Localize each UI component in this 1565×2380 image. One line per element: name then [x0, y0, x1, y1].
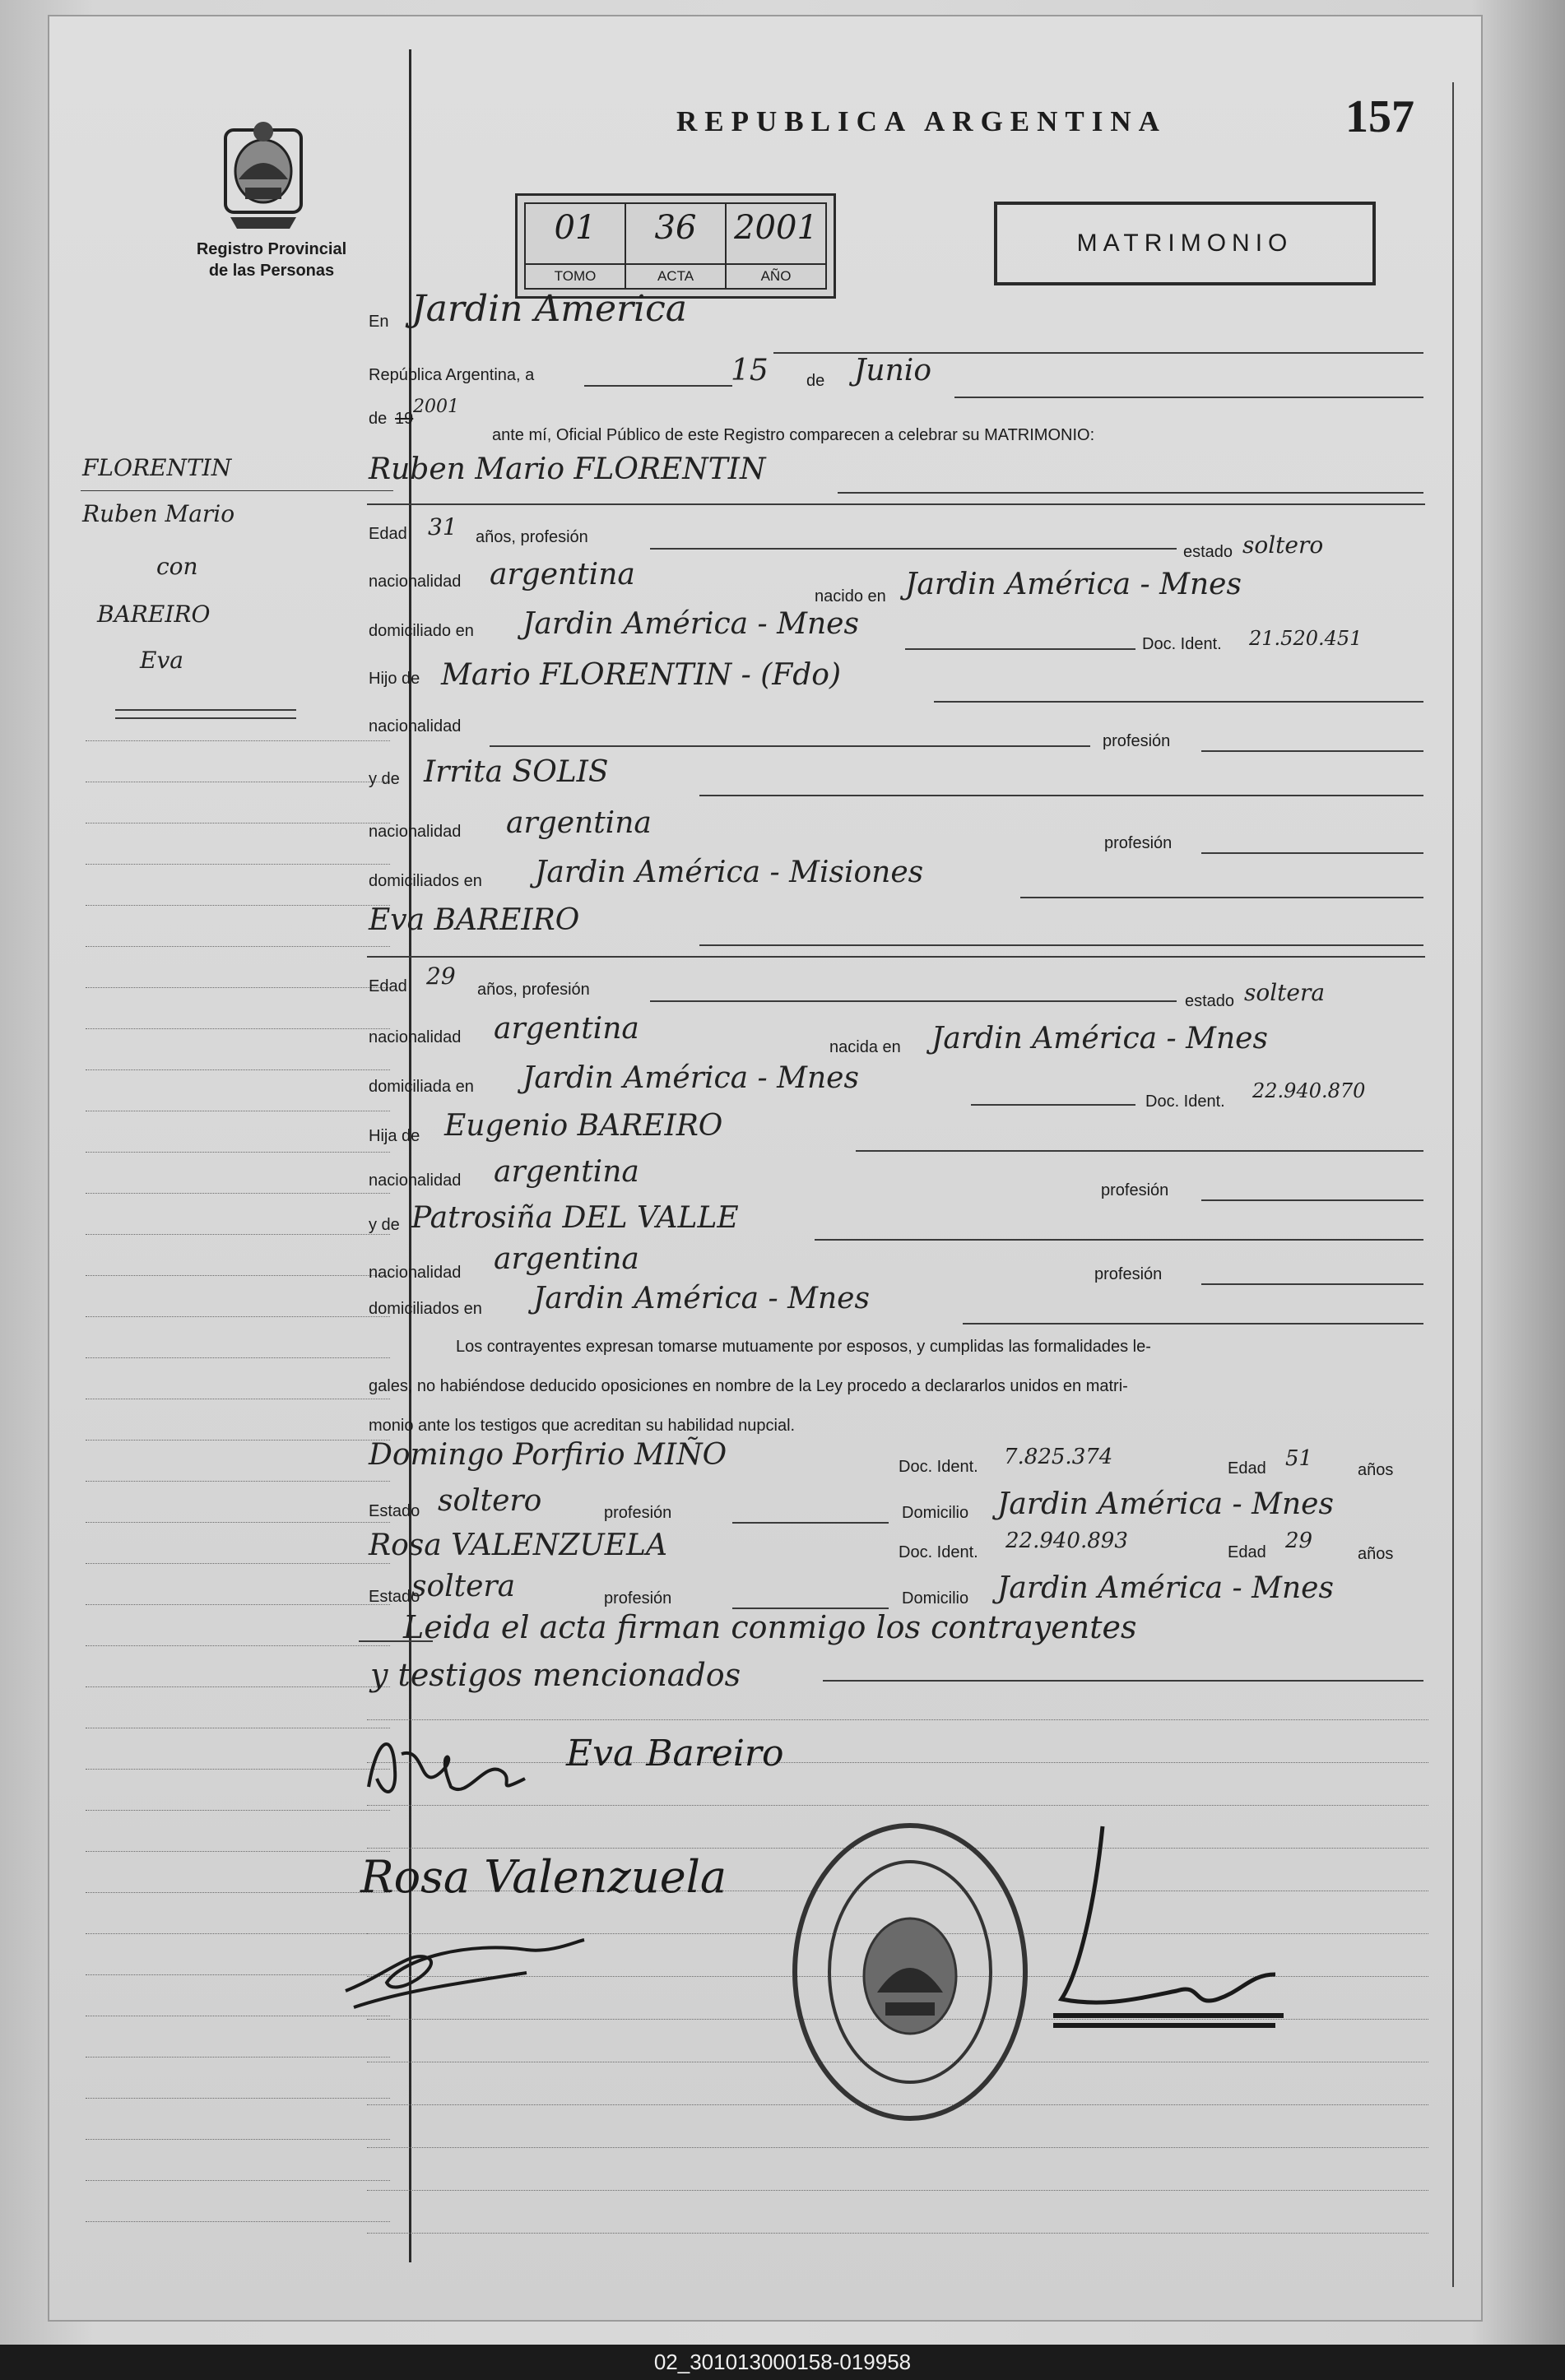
closing-line [823, 1680, 1423, 1682]
groom-father-line [934, 701, 1423, 703]
margin-ruled-line [86, 1028, 390, 1029]
margin-note-bride-given: Eva [140, 647, 183, 674]
groom-mother: Irrita SOLIS [424, 755, 609, 789]
margin-note-con: con [156, 553, 198, 580]
margin-ruled-line [86, 1440, 390, 1441]
groom-father-prof-line [1201, 750, 1423, 752]
groom-nacido-label: nacido en [815, 587, 886, 605]
witness2-estado: soltera [411, 1570, 516, 1603]
registry-stamp-seal [788, 1820, 1032, 2124]
witness1-age: 51 [1285, 1446, 1313, 1471]
witness1-estado-label: Estado [369, 1502, 420, 1520]
witness2-estado-label: Estado [369, 1588, 420, 1606]
bride-name-line [699, 944, 1423, 946]
witness1-doc: 7.825.374 [1004, 1445, 1113, 1469]
official-signature [1004, 1810, 1333, 2057]
register-page [49, 16, 1481, 2320]
tomo-cell [526, 204, 626, 288]
margin-ruled-line [86, 987, 390, 988]
margin-ruled-line [86, 905, 390, 906]
groom-father-prof-label: profesión [1103, 732, 1171, 750]
bride-doc-label: Doc. Ident. [1145, 1093, 1225, 1111]
groom-parents-dom: Jardin América - Misiones [535, 856, 924, 889]
republica-label: República Argentina, a [369, 366, 535, 384]
witness1-doc-label: Doc. Ident. [899, 1458, 978, 1476]
bride-nac: argentina [494, 1012, 639, 1046]
witness1-dom-label: Domicilio [902, 1504, 969, 1522]
registry-name-line2: de las Personas [208, 262, 335, 280]
groom-hijo-label: Hijo de [369, 670, 420, 688]
witness1-estado: soltero [438, 1484, 542, 1518]
margin-ruled-line [86, 2098, 390, 2099]
bride-profesion-line [650, 1000, 1177, 1002]
margin-note-given: Ruben Mario [82, 500, 235, 527]
body-ruled-line [367, 2233, 1428, 2234]
bride-yde-label: y de [369, 1216, 400, 1234]
groom-father-nac-line [490, 745, 1090, 747]
bride-father-nac: argentina [494, 1155, 639, 1189]
bride-mother-prof-label: profesión [1094, 1265, 1163, 1283]
groom-mother-line [699, 795, 1423, 796]
groom-birthplace: Jardin América - Mnes [905, 568, 1242, 601]
witness2-dom-label: Domicilio [902, 1589, 969, 1608]
groom-estado-label: estado [1183, 543, 1233, 561]
bride-birthplace: Jardin América - Mnes [931, 1022, 1268, 1055]
witness2-age: 29 [1285, 1529, 1313, 1553]
margin-ruled-line [86, 1316, 390, 1317]
witness2-doc: 22.940.893 [1005, 1529, 1128, 1553]
groom-nac-label: nacionalidad [369, 573, 462, 591]
declaration-line1: Los contrayentes expresan tomarse mutuamente por esposos, y cumplidas las formalidades le- [456, 1338, 1151, 1356]
margin-ruled-line [86, 740, 390, 741]
margin-ruled-line [86, 1563, 390, 1564]
groom-dom: Jardin América - Mnes [522, 607, 859, 641]
folio-number: 157 [1345, 91, 1414, 142]
tomo-value: 01 [554, 209, 597, 247]
witness1-name: Domingo Porfirio MIÑO [369, 1438, 727, 1472]
groom-father-nac-label: nacionalidad [369, 717, 462, 735]
witness2-anos: años [1358, 1545, 1394, 1563]
bride-age: 29 [426, 963, 456, 990]
tomo-label: TOMO [526, 263, 625, 288]
provincial-coat-of-arms [214, 114, 313, 237]
margin-ruled-line [86, 1152, 390, 1153]
witness2-edad-label: Edad [1228, 1543, 1266, 1561]
witness1-dom: Jardin América - Mnes [997, 1487, 1334, 1521]
bride-mother-nac-label: nacionalidad [369, 1264, 462, 1282]
margin-ruled-line [86, 946, 390, 947]
groom-name-rule [367, 503, 1425, 505]
margin-ruled-line [86, 1234, 390, 1235]
witness1-edad-label: Edad [1228, 1459, 1266, 1478]
declaration-line3: monio ante los testigos que acreditan su habilidad nupcial. [369, 1417, 796, 1435]
groom-mother-nac-label: nacionalidad [369, 823, 462, 841]
margin-ruled-line [86, 1851, 390, 1852]
intro-text: ante mí, Oficial Público de este Registro comparecen a celebrar su MATRIMONIO: [492, 426, 1095, 444]
groom-mother-prof-label: profesión [1104, 834, 1173, 852]
year-prefix: de [369, 410, 388, 428]
groom-nac: argentina [490, 558, 635, 592]
bride-anos-label: años, profesión [477, 981, 590, 999]
bride-dom-line [971, 1104, 1135, 1106]
margin-note-bride-surname: BAREIRO [97, 601, 211, 628]
month-de-label: de [806, 372, 825, 390]
bride-signature: Eva Bareiro [566, 1733, 784, 1775]
witness2-dom: Jardin América - Mnes [997, 1571, 1334, 1605]
bride-dom: Jardin América - Mnes [522, 1061, 859, 1095]
bride-parents-dom: Jardin América - Mnes [533, 1282, 870, 1315]
bride-name-rule [367, 956, 1425, 958]
ano-cell [727, 204, 825, 288]
margin-ruled-line [86, 2139, 390, 2140]
margin-ruled-line [86, 2180, 390, 2181]
margin-ruled-line [86, 1481, 390, 1482]
margin-ruled-line [86, 1892, 390, 1893]
bride-name: Eva BAREIRO [369, 903, 580, 937]
bride-hija-label: Hija de [369, 1127, 420, 1145]
record-type-box: MATRIMONIO [994, 202, 1376, 285]
bride-mother-line [815, 1239, 1423, 1241]
margin-ruled-line [86, 1604, 390, 1605]
body-ruled-line [367, 2147, 1428, 2148]
witness2-prof-label: profesión [604, 1589, 672, 1608]
bride-nac-label: nacionalidad [369, 1028, 462, 1046]
witness1-anos: años [1358, 1461, 1394, 1479]
bride-father-nac-label: nacionalidad [369, 1171, 462, 1190]
groom-parents-dom-line [1020, 897, 1423, 898]
groom-parents-dom-label: domiciliados en [369, 872, 482, 890]
day-line [584, 385, 732, 387]
witness2-name: Rosa VALENZUELA [369, 1529, 667, 1562]
bride-estado-label: estado [1185, 992, 1235, 1010]
bride-father: Eugenio BAREIRO [444, 1109, 723, 1143]
body-ruled-line [367, 2190, 1428, 2191]
right-rule [1452, 82, 1454, 2287]
bride-parents-dom-line [963, 1323, 1423, 1325]
groom-estado: soltero [1242, 531, 1324, 559]
groom-mother-nac: argentina [506, 806, 652, 840]
margin-ruled-line [86, 864, 390, 865]
place-value: Jardin America [411, 288, 687, 330]
margin-ruled-line [86, 1069, 390, 1070]
margin-note-underline [115, 709, 296, 711]
ano-label: AÑO [727, 263, 825, 288]
bride-father-prof-line [1201, 1199, 1423, 1201]
ano-value: 2001 [734, 209, 818, 247]
witness1-signature [337, 1925, 592, 2016]
record-number-box [515, 193, 836, 299]
closing-line1: Leida el acta firman conmigo los contrayentes [403, 1609, 1137, 1645]
groom-edad-label: Edad [369, 525, 407, 543]
bride-mother-nac: argentina [494, 1242, 639, 1276]
day-value: 15 [731, 354, 769, 387]
margin-ruled-line [86, 2221, 390, 2222]
witness2-doc-label: Doc. Ident. [899, 1543, 978, 1561]
groom-profesion-line [650, 548, 1177, 550]
bride-doc: 22.940.870 [1252, 1079, 1366, 1102]
groom-doc-label: Doc. Ident. [1142, 635, 1222, 653]
bride-parents-dom-label: domiciliados en [369, 1300, 482, 1318]
bride-father-prof-label: profesión [1101, 1181, 1169, 1199]
groom-doc: 21.520.451 [1249, 627, 1363, 650]
bride-edad-label: Edad [369, 977, 407, 995]
margin-note-rule [81, 490, 393, 491]
acta-label: ACTA [626, 263, 725, 288]
month-value: Junio [854, 354, 931, 387]
en-label: En [369, 313, 389, 331]
margin-ruled-line [86, 2057, 390, 2058]
registry-name-line1: Registro Provincial [196, 240, 347, 258]
month-line [954, 397, 1423, 398]
body-ruled-line [367, 1719, 1428, 1720]
groom-name-line [838, 492, 1423, 494]
margin-ruled-line [86, 1645, 390, 1646]
margin-ruled-line [86, 1522, 390, 1523]
bride-dom-label: domiciliada en [369, 1078, 474, 1096]
closing-line2: y testigos mencionados [370, 1657, 741, 1693]
acta-value: 36 [654, 209, 697, 247]
groom-signature [360, 1721, 541, 1812]
margin-ruled-line [86, 1769, 390, 1770]
witness-signature: Rosa Valenzuela [360, 1851, 727, 1903]
bride-estado: soltera [1244, 979, 1326, 1006]
country-heading: REPUBLICA ARGENTINA [676, 105, 1167, 137]
margin-ruled-line [86, 1193, 390, 1194]
groom-mother-prof-line [1201, 852, 1423, 854]
margin-ruled-line [86, 1686, 390, 1687]
margin-ruled-line [86, 1275, 390, 1276]
margin-ruled-line [86, 1357, 390, 1358]
bride-nacida-label: nacida en [829, 1038, 901, 1056]
bride-mother-prof-line [1201, 1283, 1423, 1285]
groom-name: Ruben Mario FLORENTIN [369, 452, 766, 486]
groom-father: Mario FLORENTIN - (Fdo) [441, 658, 842, 692]
groom-yde-label: y de [369, 770, 400, 788]
image-caption: 02_301013000158-019958 [0, 2345, 1565, 2380]
witness1-prof-line [732, 1522, 889, 1524]
acta-cell [626, 204, 727, 288]
margin-ruled-line [86, 1810, 390, 1811]
year-value: 2001 [413, 397, 459, 417]
declaration-line2: gales, no habiéndose deducido oposiciones en nombre de la Ley procedo a declararlos unidos en matri- [369, 1377, 1128, 1395]
groom-age: 31 [428, 513, 457, 540]
witness1-prof-label: profesión [604, 1504, 672, 1522]
groom-dom-label: domiciliado en [369, 622, 474, 640]
year-struck: 19 [395, 410, 414, 428]
bride-father-line [856, 1150, 1423, 1152]
margin-note-surname: FLORENTIN [82, 454, 232, 481]
groom-dom-line [905, 648, 1135, 650]
bride-mother: Patrosiña DEL VALLE [411, 1201, 739, 1235]
groom-anos-label: años, profesión [476, 528, 588, 546]
margin-note-underline-2 [115, 717, 296, 719]
